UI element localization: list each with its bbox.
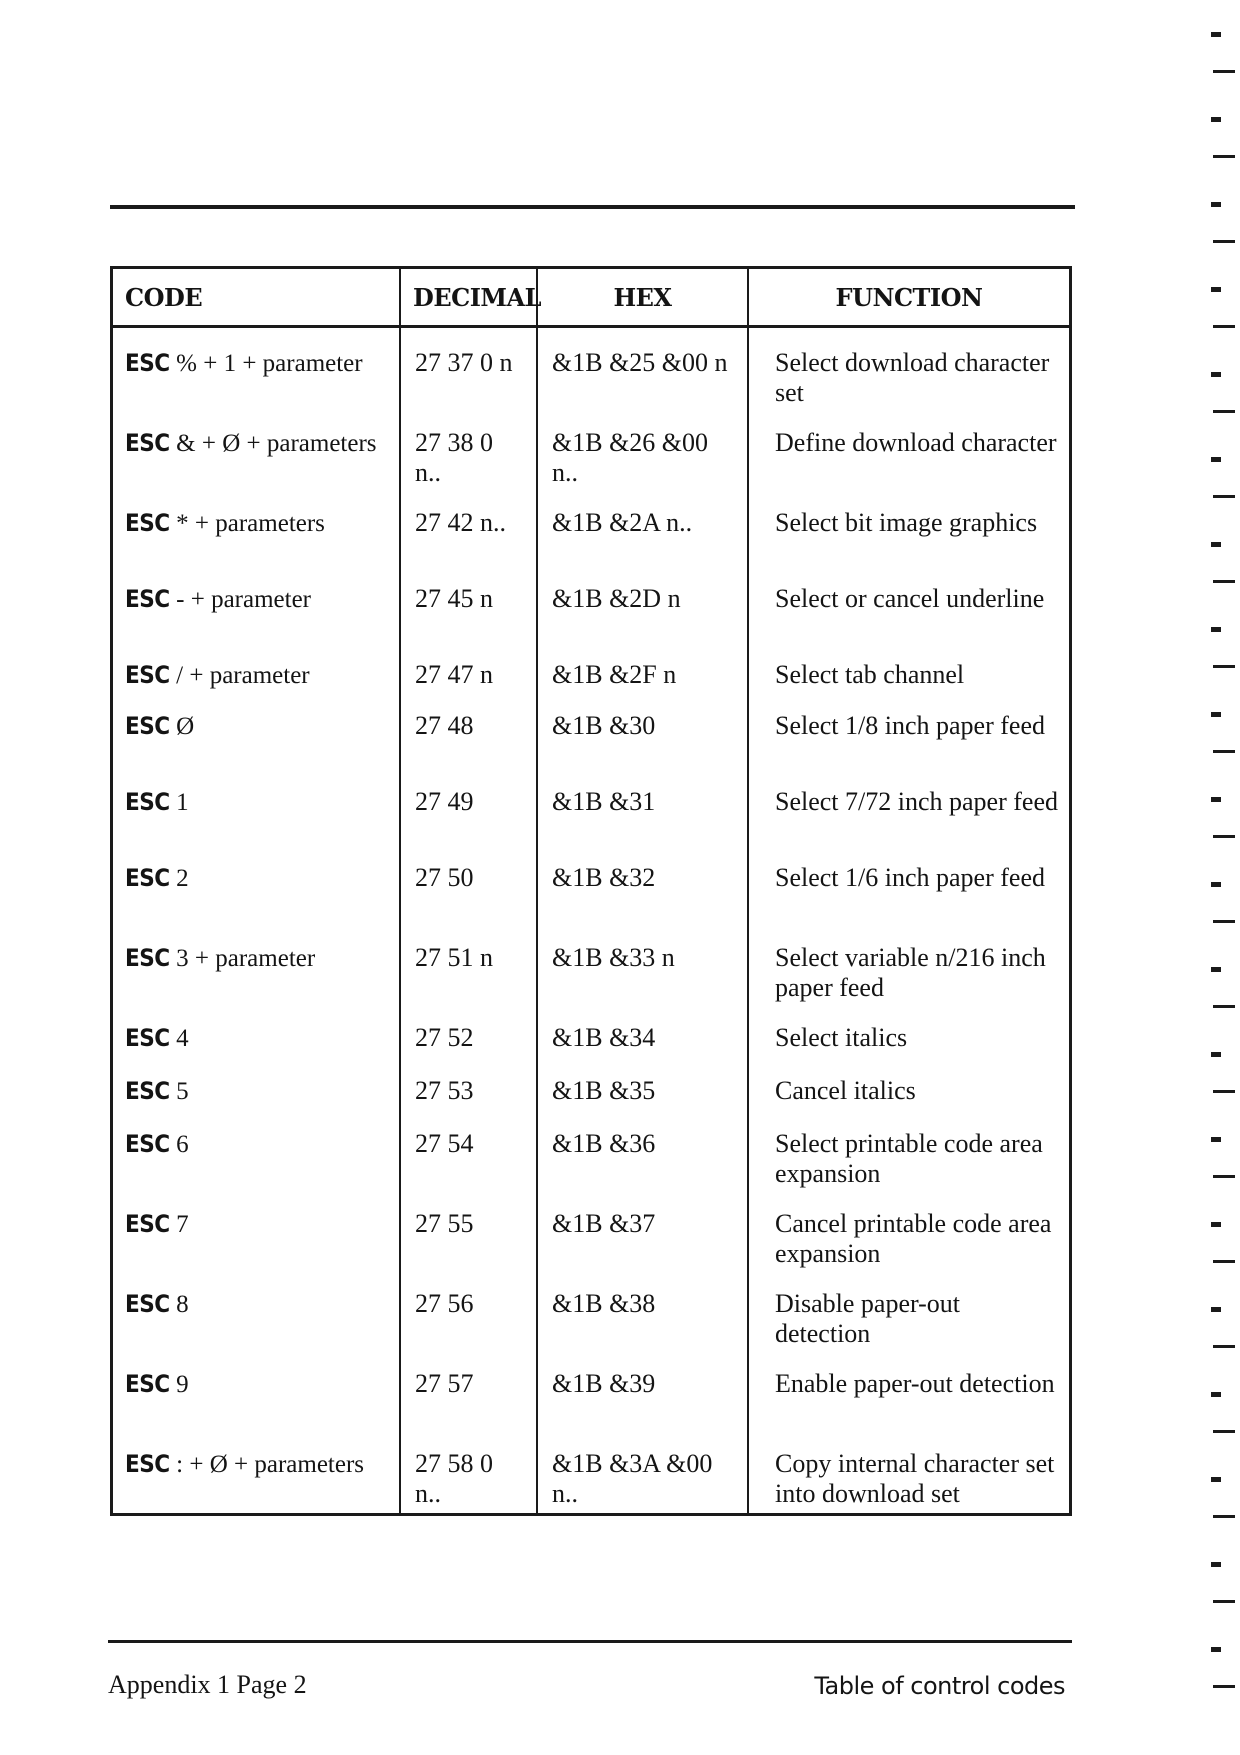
function-cell: Select 1/6 inch paper feed [775, 863, 1045, 892]
function-cell: Disable paper-out detection [775, 1289, 961, 1348]
table-row [113, 1056, 1069, 1109]
footer-section-title: Table of control codes [814, 1672, 1065, 1700]
binding-mark [1211, 457, 1221, 462]
hex-cell: &1B &33 n [537, 923, 748, 1003]
decimal-cell: 27 49 [400, 767, 537, 843]
hex-cell: &1B &2D n [537, 564, 748, 640]
binding-dash [1213, 1005, 1235, 1008]
code-cell [113, 691, 400, 767]
code-sequence: 5 [176, 1078, 189, 1105]
hex-cell: &1B &32 [537, 843, 748, 923]
binding-dash [1213, 665, 1235, 668]
binding-dash [1213, 1600, 1235, 1603]
esc-label: ESC [125, 509, 170, 537]
table-header-row [113, 269, 1069, 327]
code-sequence: 7 [176, 1211, 189, 1238]
function-cell: Select tab channel [775, 660, 965, 689]
binding-dash [1213, 750, 1235, 753]
function-cell: Copy internal character set into download set [775, 1449, 1055, 1508]
function-cell: Enable paper-out detection [775, 1369, 1055, 1398]
code-cell [113, 488, 400, 564]
table-row [113, 1269, 1069, 1349]
binding-dash [1213, 1175, 1235, 1178]
binding-mark [1211, 202, 1221, 207]
esc-label: ESC [125, 1024, 170, 1052]
table-row [113, 691, 1069, 767]
code-cell [113, 408, 400, 488]
binding-mark [1211, 1562, 1221, 1567]
code-sequence: 9 [176, 1371, 189, 1398]
function-cell: Cancel italics [775, 1076, 916, 1105]
binding-mark [1211, 117, 1221, 122]
decimal-cell: 27 42 n.. [400, 488, 537, 564]
esc-label: ESC [125, 349, 170, 377]
code-cell [113, 767, 400, 843]
code-cell [113, 1003, 400, 1056]
table-row [113, 843, 1069, 923]
binding-dash [1213, 1430, 1235, 1433]
decimal-cell: 27 47 n [400, 640, 537, 691]
table-row [113, 923, 1069, 1003]
binding-mark [1211, 372, 1221, 377]
hex-cell: &1B &35 [537, 1056, 748, 1109]
binding-mark [1211, 1307, 1221, 1312]
esc-label: ESC [125, 429, 170, 457]
esc-label: ESC [125, 944, 170, 972]
esc-label: ESC [125, 1370, 170, 1398]
hex-cell: &1B &25 &00 n [537, 327, 748, 409]
code-sequence: : + Ø + parameters [176, 1451, 365, 1478]
code-sequence: Ø [176, 713, 195, 740]
esc-label: ESC [125, 661, 170, 689]
decimal-cell: 27 54 [400, 1109, 537, 1189]
table-row [113, 1429, 1069, 1513]
hex-cell: &1B &3A &00 n.. [537, 1429, 748, 1513]
code-cell [113, 1349, 400, 1429]
function-cell: Select 1/8 inch paper feed [775, 711, 1045, 740]
binding-dash [1213, 1090, 1235, 1093]
binding-mark [1211, 1477, 1221, 1482]
esc-label: ESC [125, 712, 170, 740]
esc-label: ESC [125, 1450, 170, 1478]
hex-cell: &1B &26 &00 n.. [537, 408, 748, 488]
function-cell: Select 7/72 inch paper feed [775, 787, 1058, 816]
table-row [113, 1349, 1069, 1429]
code-cell [113, 1056, 400, 1109]
binding-mark [1211, 797, 1221, 802]
decimal-cell: 27 51 n [400, 923, 537, 1003]
decimal-cell: 27 48 [400, 691, 537, 767]
binding-mark [1211, 627, 1221, 632]
decimal-cell: 27 50 [400, 843, 537, 923]
binding-mark [1211, 882, 1221, 887]
esc-label: ESC [125, 864, 170, 892]
function-cell: Select variable n/216 inch paper feed [775, 943, 1046, 1002]
code-sequence: 8 [176, 1291, 189, 1318]
code-sequence: / + parameter [176, 662, 310, 689]
binding-mark [1211, 1222, 1221, 1227]
binding-holes-margin [1205, 30, 1235, 1750]
hex-cell: &1B &38 [537, 1269, 748, 1349]
code-sequence: - + parameter [176, 586, 312, 613]
code-sequence: & + Ø + parameters [176, 430, 377, 457]
footer-page-label: Appendix 1 Page 2 [108, 1670, 307, 1699]
table-body [113, 327, 1069, 1514]
decimal-cell: 27 56 [400, 1269, 537, 1349]
hex-cell: &1B &34 [537, 1003, 748, 1056]
binding-dash [1213, 835, 1235, 838]
binding-mark [1211, 1392, 1221, 1397]
header-code: CODE [113, 269, 400, 327]
decimal-cell: 27 57 [400, 1349, 537, 1429]
code-cell [113, 1269, 400, 1349]
codes-table [113, 269, 1069, 1513]
code-cell [113, 640, 400, 691]
code-cell [113, 1109, 400, 1189]
esc-label: ESC [125, 1290, 170, 1318]
binding-mark [1211, 542, 1221, 547]
decimal-cell: 27 55 [400, 1189, 537, 1269]
esc-label: ESC [125, 788, 170, 816]
binding-dash [1213, 410, 1235, 413]
table-row [113, 408, 1069, 488]
code-sequence: 4 [176, 1025, 189, 1052]
function-cell: Define download character [775, 428, 1057, 457]
table-row [113, 327, 1069, 409]
top-rule [110, 205, 1075, 209]
code-cell [113, 1429, 400, 1513]
table-row [113, 767, 1069, 843]
binding-mark [1211, 967, 1221, 972]
decimal-cell: 27 53 [400, 1056, 537, 1109]
hex-cell: &1B &36 [537, 1109, 748, 1189]
table-row [113, 564, 1069, 640]
esc-label: ESC [125, 1210, 170, 1238]
code-sequence: 1 [176, 789, 189, 816]
code-cell [113, 843, 400, 923]
esc-label: ESC [125, 1130, 170, 1158]
binding-dash [1213, 1515, 1235, 1518]
code-cell [113, 923, 400, 1003]
function-cell: Select download character set [775, 348, 1050, 407]
binding-dash [1213, 495, 1235, 498]
table-row [113, 488, 1069, 564]
code-sequence: 6 [176, 1131, 189, 1158]
binding-dash [1213, 1345, 1235, 1348]
decimal-cell: 27 58 0 n.. [400, 1429, 537, 1513]
hex-cell: &1B &2A n.. [537, 488, 748, 564]
esc-label: ESC [125, 1077, 170, 1105]
code-cell [113, 1189, 400, 1269]
binding-mark [1211, 712, 1221, 717]
code-sequence: % + 1 + parameter [176, 350, 363, 377]
hex-cell: &1B &31 [537, 767, 748, 843]
table-row [113, 1003, 1069, 1056]
header-hex: HEX [537, 269, 748, 327]
code-sequence: * + parameters [176, 510, 325, 537]
binding-mark [1211, 1647, 1221, 1652]
binding-dash [1213, 1260, 1235, 1263]
binding-dash [1213, 1685, 1235, 1688]
table-row [113, 1109, 1069, 1189]
decimal-cell: 27 45 n [400, 564, 537, 640]
function-cell: Select or cancel underline [775, 584, 1045, 613]
decimal-cell: 27 38 0 n.. [400, 408, 537, 488]
hex-cell: &1B &37 [537, 1189, 748, 1269]
function-cell: Cancel printable code area expansion [775, 1209, 1052, 1268]
function-cell: Select bit image graphics [775, 508, 1038, 537]
code-cell [113, 327, 400, 409]
esc-label: ESC [125, 585, 170, 613]
binding-dash [1213, 325, 1235, 328]
binding-dash [1213, 920, 1235, 923]
table-row [113, 640, 1069, 691]
table-row [113, 1189, 1069, 1269]
function-cell: Select italics [775, 1023, 908, 1052]
decimal-cell: 27 37 0 n [400, 327, 537, 409]
hex-cell: &1B &2F n [537, 640, 748, 691]
function-cell: Select printable code area expansion [775, 1129, 1043, 1188]
binding-mark [1211, 32, 1221, 37]
code-sequence: 2 [176, 865, 189, 892]
binding-dash [1213, 70, 1235, 73]
binding-dash [1213, 240, 1235, 243]
hex-cell: &1B &39 [537, 1349, 748, 1429]
header-function: FUNCTION [748, 269, 1069, 327]
decimal-cell: 27 52 [400, 1003, 537, 1056]
code-sequence: 3 + parameter [176, 945, 316, 972]
binding-dash [1213, 155, 1235, 158]
binding-mark [1211, 1052, 1221, 1057]
footer-rule [108, 1640, 1072, 1643]
header-decimal: DECIMAL [400, 269, 537, 327]
binding-dash [1213, 580, 1235, 583]
binding-mark [1211, 1137, 1221, 1142]
control-codes-table [110, 266, 1072, 1516]
hex-cell: &1B &30 [537, 691, 748, 767]
binding-mark [1211, 287, 1221, 292]
code-cell [113, 564, 400, 640]
